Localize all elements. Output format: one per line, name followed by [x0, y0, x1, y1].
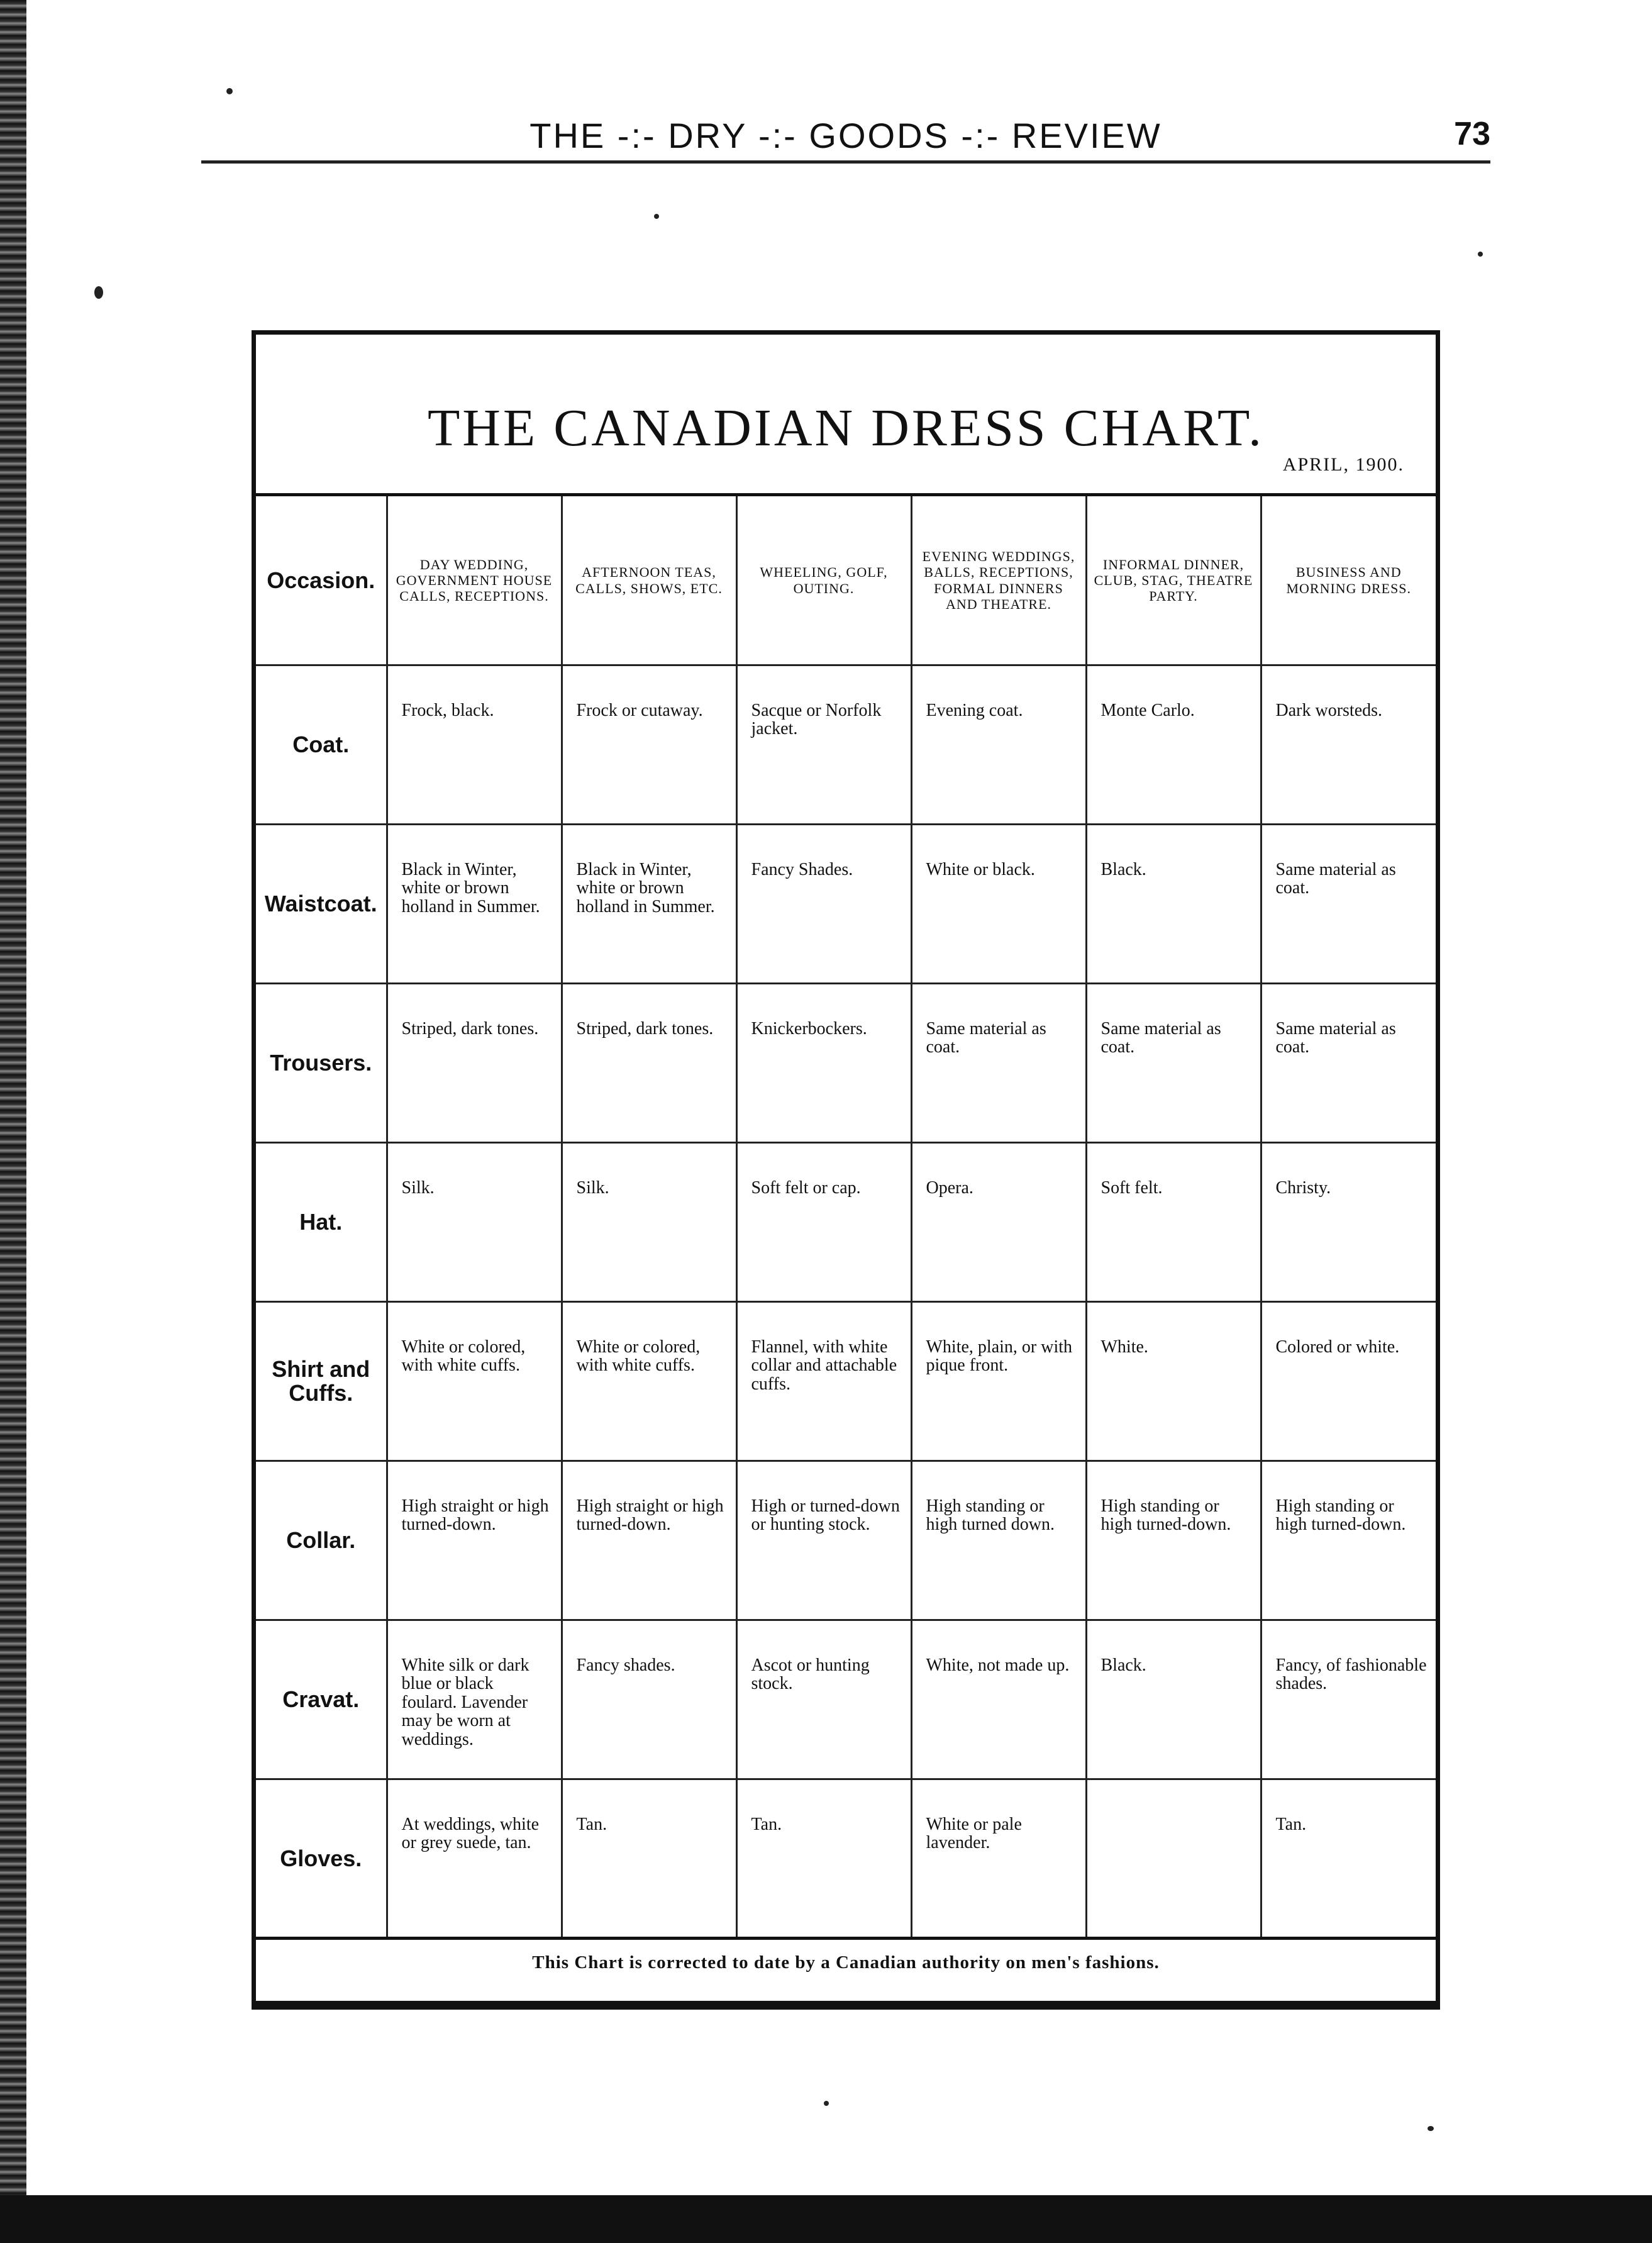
table-cell: High straight or high turned-down. — [387, 1461, 562, 1620]
chart-date: APRIL, 1900. — [1282, 454, 1404, 475]
occasion-column-header: INFORMAL DINNER, CLUB, STAG, THEATRE PARTY. — [1086, 495, 1261, 665]
table-cell: Fancy Shades. — [736, 825, 911, 984]
scan-speck — [1478, 252, 1483, 257]
table-cell: Fancy, of fashionable shades. — [1261, 1620, 1436, 1779]
table-cell: Flannel, with white collar and attachable cuffs. — [736, 1302, 911, 1461]
table-cell: Soft felt or cap. — [736, 1143, 911, 1302]
page-binding-edge — [0, 0, 26, 2243]
table-cell: Striped, dark tones. — [562, 984, 736, 1143]
occasion-column-header: WHEELING, GOLF, OUTING. — [736, 495, 911, 665]
chart-title: THE CANADIAN DRESS CHART. — [427, 399, 1265, 457]
table-cell: White or colored, with white cuffs. — [562, 1302, 736, 1461]
table-cell: Evening coat. — [911, 665, 1086, 825]
table-cell: Frock or cutaway. — [562, 665, 736, 825]
table-row — [256, 825, 1436, 984]
table-cell: Opera. — [911, 1143, 1086, 1302]
table-cell: Colored or white. — [1261, 1302, 1436, 1461]
table-cell: Fancy shades. — [562, 1620, 736, 1779]
table-row — [256, 1461, 1436, 1620]
table-cell: Silk. — [387, 1143, 562, 1302]
table-cell: Christy. — [1261, 1143, 1436, 1302]
scan-speck — [824, 2101, 829, 2106]
row-label-cravat: Cravat. — [256, 1620, 387, 1779]
row-label-coat: Coat. — [256, 665, 387, 825]
table-cell: White or black. — [911, 825, 1086, 984]
table-cell: Same material as coat. — [1086, 984, 1261, 1143]
table-cell: Black in Winter, white or brown holland in Summer. — [562, 825, 736, 984]
table-cell: High standing or high turned down. — [911, 1461, 1086, 1620]
scan-speck — [226, 88, 233, 94]
occasion-column-header: BUSINESS AND MORNING DRESS. — [1261, 495, 1436, 665]
scan-speck — [654, 214, 659, 219]
row-label-collar: Collar. — [256, 1461, 387, 1620]
table-cell: White, not made up. — [911, 1620, 1086, 1779]
row-label-waistcoat: Waistcoat. — [256, 825, 387, 984]
scan-bottom-edge — [0, 2195, 1652, 2243]
table-row — [256, 984, 1436, 1143]
table-cell: Same material as coat. — [1261, 984, 1436, 1143]
row-label-trousers: Trousers. — [256, 984, 387, 1143]
table-cell: Sacque or Norfolk jacket. — [736, 665, 911, 825]
scan-speck — [94, 286, 103, 299]
dress-chart — [252, 330, 1440, 2010]
occasion-column-header: DAY WEDDING, GOVERNMENT HOUSE CALLS, RECEPTIONS. — [387, 495, 562, 665]
row-label-gloves: Gloves. — [256, 1779, 387, 1938]
table-cell: White or pale lavender. — [911, 1779, 1086, 1938]
row-label-hat: Hat. — [256, 1143, 387, 1302]
table-cell: White silk or dark blue or black foulard. Lavender may be worn at weddings. — [387, 1620, 562, 1779]
table-cell: High straight or high turned-down. — [562, 1461, 736, 1620]
table-cell: White. — [1086, 1302, 1261, 1461]
table-row — [256, 1143, 1436, 1302]
table-cell — [1086, 1779, 1261, 1938]
row-label-shirt-and-cuffs: Shirt and Cuffs. — [256, 1302, 387, 1461]
table-cell: Tan. — [1261, 1779, 1436, 1938]
table-cell: Black in Winter, white or brown holland in Summer. — [387, 825, 562, 984]
occasion-column-header: EVENING WEDDINGS, BALLS, RECEPTIONS, FORMAL DINNERS AND THEATRE. — [911, 495, 1086, 665]
occasion-header-row — [256, 495, 1436, 665]
table-cell: Ascot or hunting stock. — [736, 1620, 911, 1779]
table-cell: White, plain, or with pique front. — [911, 1302, 1086, 1461]
scan-speck — [1427, 2126, 1434, 2131]
table-cell: Soft felt. — [1086, 1143, 1261, 1302]
table-row — [256, 1779, 1436, 1938]
table-cell: Silk. — [562, 1143, 736, 1302]
running-head — [201, 110, 1490, 164]
table-cell: White or colored, with white cuffs. — [387, 1302, 562, 1461]
table-cell: Black. — [1086, 825, 1261, 984]
table-cell: Monte Carlo. — [1086, 665, 1261, 825]
chart-footer-note: This Chart is corrected to date by a Canadian authority on men's fashions. — [532, 1952, 1160, 1973]
page-number: 73 — [1454, 116, 1490, 152]
table-cell: At weddings, white or grey suede, tan. — [387, 1779, 562, 1938]
table-cell: High or turned-down or hunting stock. — [736, 1461, 911, 1620]
table-cell: Black. — [1086, 1620, 1261, 1779]
table-cell: Striped, dark tones. — [387, 984, 562, 1143]
table-cell: Same material as coat. — [1261, 825, 1436, 984]
table-cell: Knickerbockers. — [736, 984, 911, 1143]
table-row — [256, 665, 1436, 825]
table-cell: Tan. — [562, 1779, 736, 1938]
dress-table — [256, 493, 1436, 1940]
table-cell: Same material as coat. — [911, 984, 1086, 1143]
table-row — [256, 1302, 1436, 1461]
table-cell: Frock, black. — [387, 665, 562, 825]
occasion-column-header: AFTERNOON TEAS, CALLS, SHOWS, ETC. — [562, 495, 736, 665]
table-cell: High standing or high turned-down. — [1086, 1461, 1261, 1620]
table-cell: High standing or high turned-down. — [1261, 1461, 1436, 1620]
table-cell: Dark worsteds. — [1261, 665, 1436, 825]
occasion-label: Occasion. — [256, 495, 387, 665]
table-cell: Tan. — [736, 1779, 911, 1938]
running-title: THE -:- DRY -:- GOODS -:- REVIEW — [529, 116, 1162, 155]
table-row — [256, 1620, 1436, 1779]
